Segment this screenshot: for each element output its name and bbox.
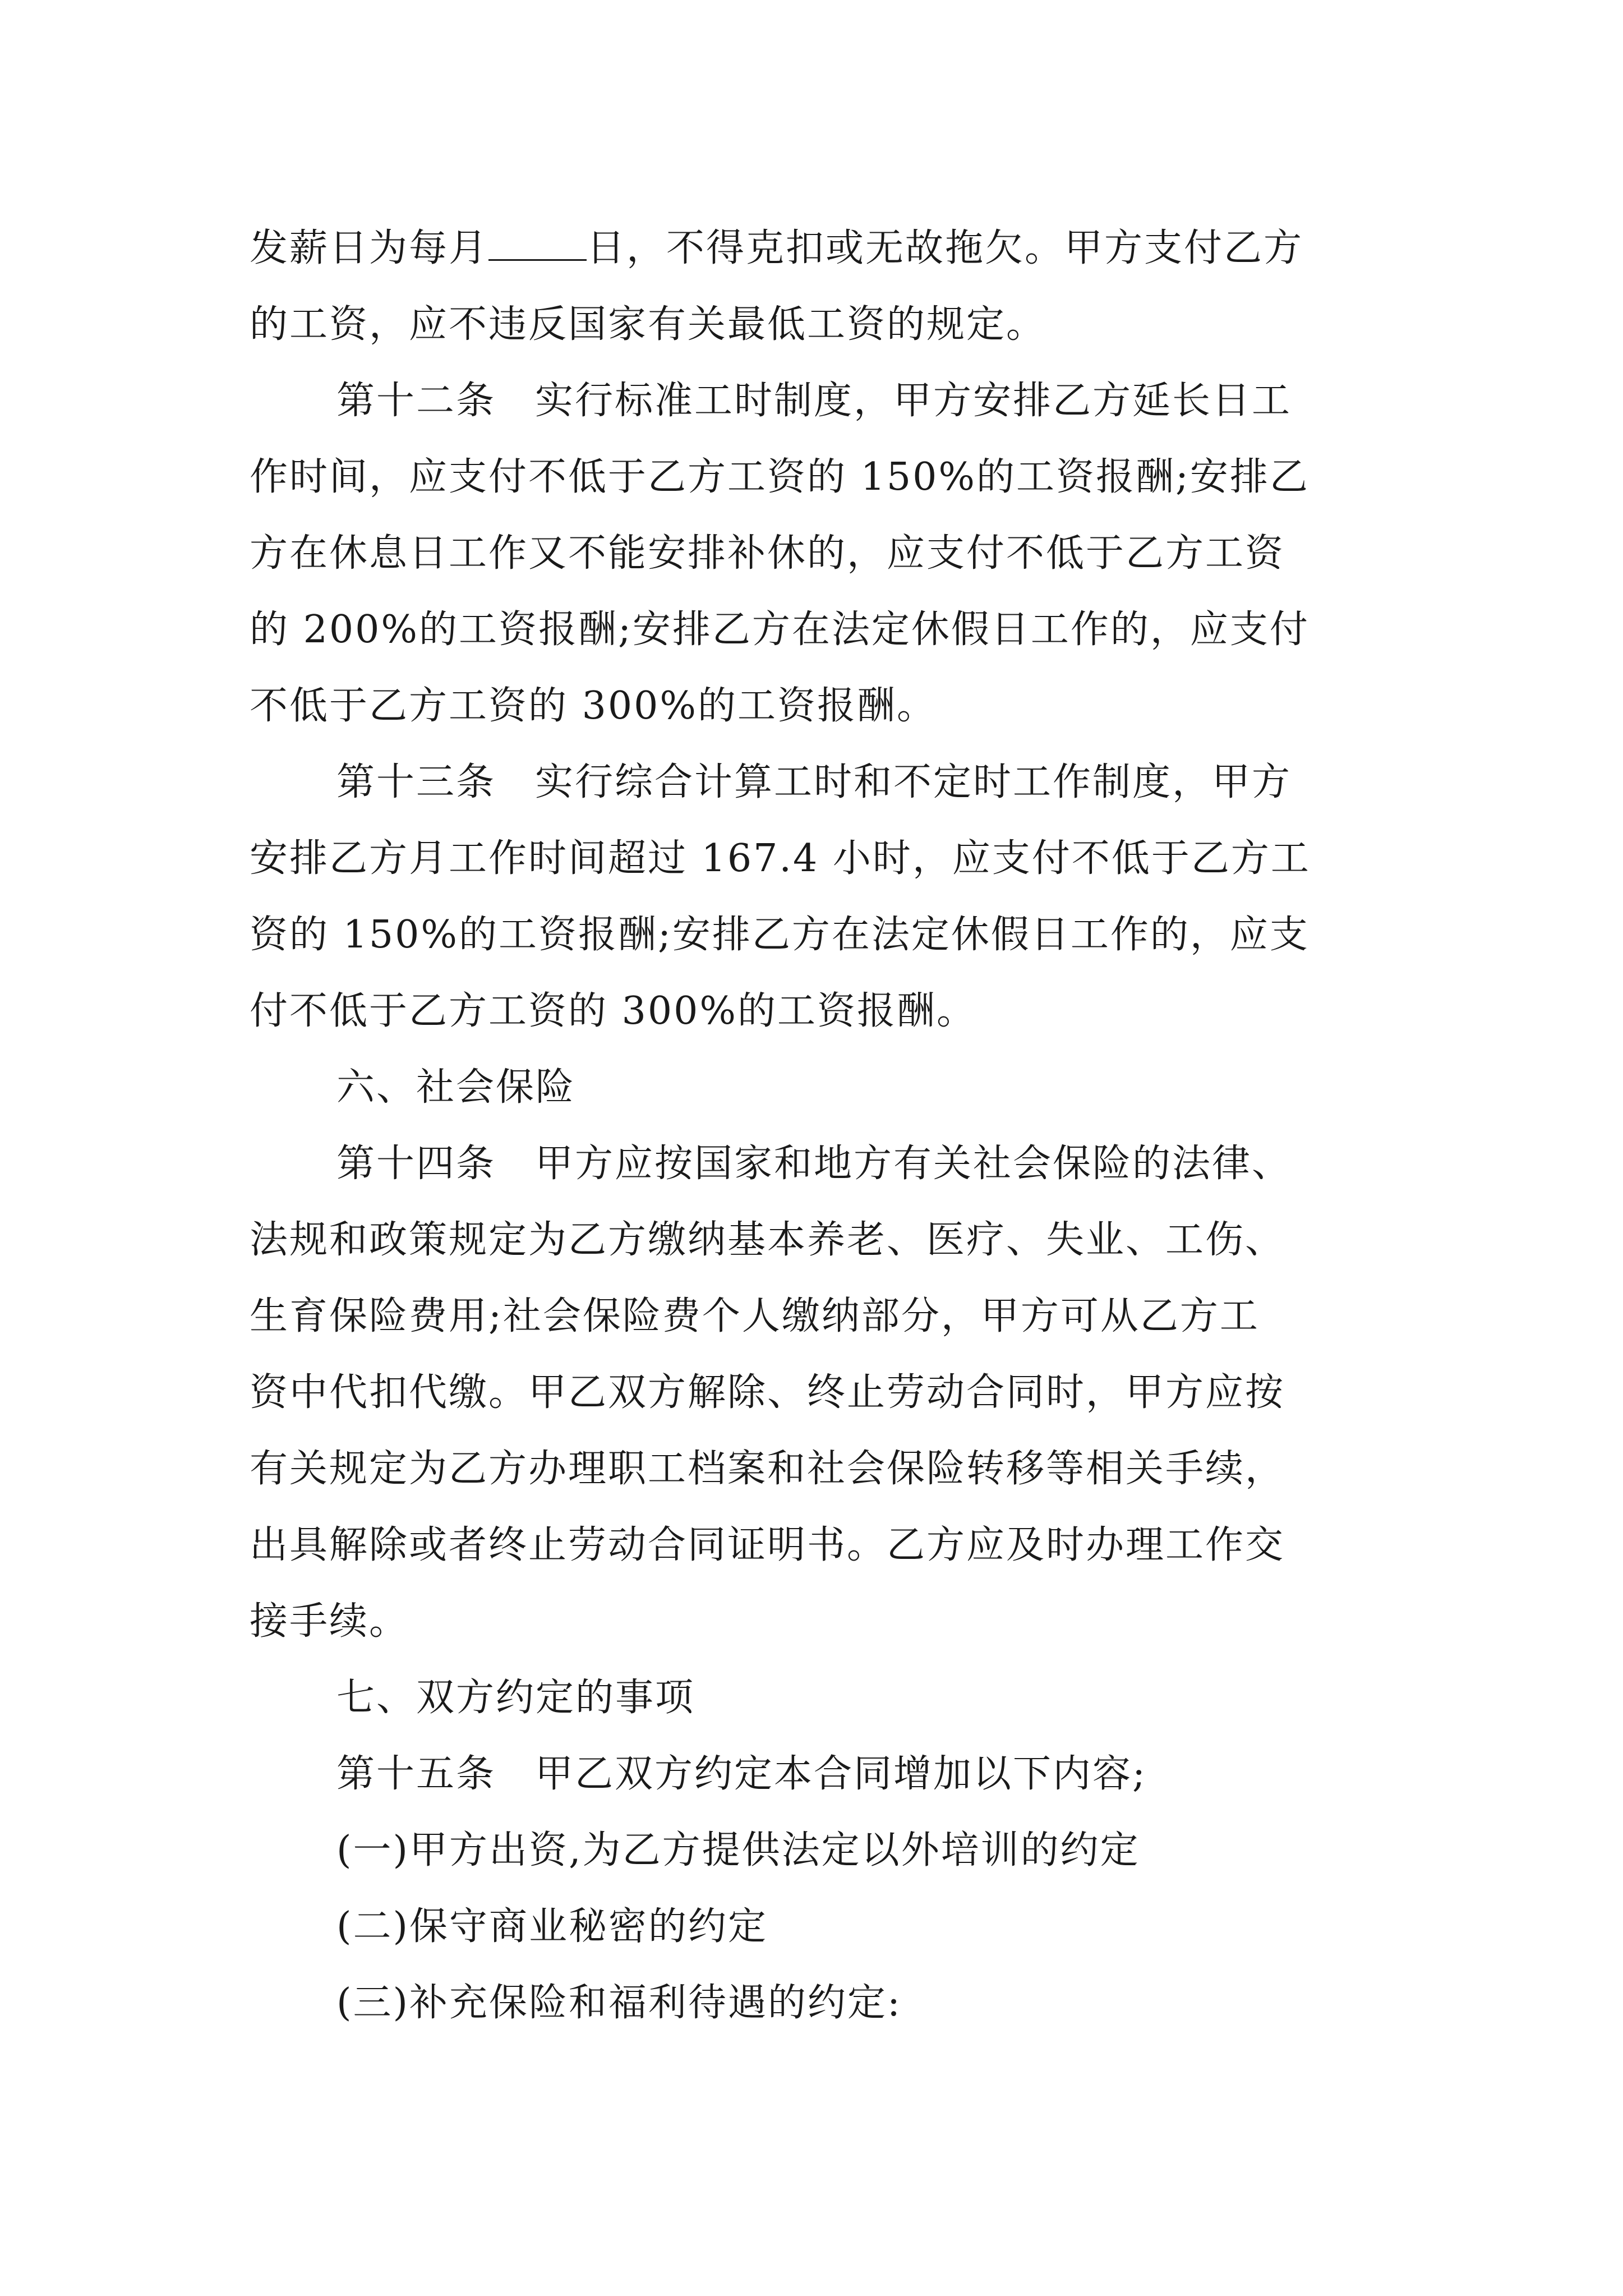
paragraph-line: 作时间，应支付不低于乙方工资的 150%的工资报酬;安排乙	[250, 455, 1310, 499]
paragraph-line: 资中代扣代缴。甲乙双方解除、终止劳动合同时，甲方应按	[250, 1370, 1285, 1415]
document-page	[250, 210, 1388, 2041]
paragraph-line: 不低于乙方工资的 300%的工资报酬。	[250, 684, 937, 728]
paragraph-line: 方在休息日工作又不能安排补休的，应支付不低于乙方工资	[250, 531, 1285, 576]
paragraph-line: 付不低于乙方工资的 300%的工资报酬。	[250, 989, 977, 1033]
list-item: (三)补充保险和福利待遇的约定:	[336, 1981, 902, 2025]
paragraph-line: 安排乙方月工作时间超过 167.4 小时，应支付不低于乙方工	[250, 836, 1311, 881]
list-item: (一)甲方出资,为乙方提供法定以外培训的约定	[336, 1828, 1140, 1872]
paragraph-line: 法规和政策规定为乙方缴纳基本养老、医疗、失业、工伤、	[250, 1218, 1285, 1262]
article-number: 第十五条	[336, 1752, 496, 1796]
line-text: 日，不得克扣或无故拖欠。甲方支付乙方	[587, 226, 1304, 270]
article-text: 实行标准工时制度，甲方安排乙方延长日工	[535, 379, 1292, 423]
paragraph-line: 出具解除或者终止劳动合同证明书。乙方应及时办理工作交	[250, 1523, 1285, 1567]
paragraph-line: 接手续。	[250, 1599, 409, 1644]
article-text: 甲乙双方约定本合同增加以下内容;	[535, 1752, 1147, 1796]
paragraph-line: 生育保险费用;社会保险费个人缴纳部分，甲方可从乙方工	[250, 1294, 1260, 1338]
article-heading-line	[250, 1126, 1388, 1202]
article-heading-line	[250, 744, 1388, 821]
paragraph-line: 资的 150%的工资报酬;安排乙方在法定休假日工作的，应支	[250, 913, 1310, 957]
article-text: 实行综合计算工时和不定时工作制度，甲方	[535, 760, 1292, 804]
article-number: 第十三条	[336, 760, 496, 804]
section-heading: 六、社会保险	[336, 1065, 576, 1110]
paragraph-line: 的工资，应不违反国家有关最低工资的规定。	[250, 302, 1046, 347]
paragraph-line	[250, 210, 1388, 287]
fill-in-blank[interactable]	[488, 227, 587, 261]
article-text: 甲方应按国家和地方有关社会保险的法律、	[535, 1142, 1292, 1186]
section-heading: 七、双方约定的事项	[336, 1676, 695, 1720]
article-heading-line	[250, 1736, 1388, 1812]
paragraph-line: 的 200%的工资报酬;安排乙方在法定休假日工作的，应支付	[250, 608, 1310, 652]
list-item: (二)保守商业秘密的约定	[336, 1904, 768, 1949]
article-number: 第十四条	[336, 1142, 496, 1186]
article-number: 第十二条	[336, 379, 496, 423]
article-heading-line	[250, 363, 1388, 439]
line-text: 发薪日为每月	[250, 226, 489, 270]
paragraph-line: 有关规定为乙方办理职工档案和社会保险转移等相关手续，	[250, 1447, 1285, 1491]
